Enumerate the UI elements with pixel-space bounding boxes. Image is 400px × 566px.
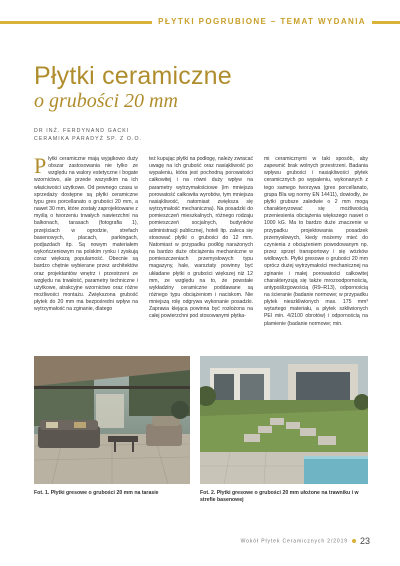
article-subtitle: o grubości 20 mm	[34, 90, 178, 112]
pool-photo	[200, 356, 368, 484]
text-column-2: też kupując płytki na podłogę, należy zwracać uwagę na ich grubość oraz nasiąkliwość po wypaleniu, która jest pochodną porowatości całkowitej i na równi duży wpływ na parametry wytrzymałościowe (im mniejsza porowatość całkowita wyrobów, tym mniejsza nasiąkliwość, natomiast zwiększa się wytrzymałość mechaniczna). Na posadzki do pomieszczeń mieszkalnych, różnego rodzaju pomieszczeń socjalnych, budynków administracji publicznej, hoteli itp. zaleca się stosować płytki o grubości do 12 mm. Natomiast w przypadku podłóg narażonych na bardzo duże obciążenia mechaniczne w pomieszczeniach przemysłowych typu magazyny, hale, warsztaty powinny być układane płytki o grubości większej niż 12 mm, ze względu na to, że powstałe wykładziny ceramiczne poddawane są różnego typu obciążeniom i naciskom. Nie mniejszą rolę odgrywa wykonanie posadzki. Zaprawa klejąca powinna być rozłożona na całej powierzchni pod stosowanymi płytka-	[149, 156, 254, 320]
author-affiliation: CERAMIKA PARADYŻ SP. Z O.O.	[34, 136, 143, 142]
column-1-text: łytki ceramiczne mają wyjątkowo duży obszar zastosowania nie tylko ze względu na walory estetyczne i bogate wzornictwo, ale przede wszystkim na ich właściwości użytkowe. Od pewnego czasu w sprzedaży dostępne są płytki ceramiczne typu gres porcellanato o grubości 20 mm, a nawet 30 mm, które zostały zaprojektowane z myślą o tworzeniu trwałych nawierzchni na balkonach, tarasach (fotografia 1), przejściach w ogrodzie, strefach basenowych, placach, parkingach, podjazdach itp. Są nowym materiałem wykończeniowym na polskim rynku i zyskują coraz większą popularność. Obecnie są bardzo chętnie wybierane przez architektów oraz projektantów wnętrz i przestrzeni ze względu na trwałość, parametry techniczne i użytkowe, atrakcyjne wzornictwo oraz różne możliwości montażu. Zwiększona grubość płytek do 20 mm ma bezpośredni wpływ na wytrzymałość na zginanie, dlatego	[34, 156, 139, 313]
text-column-1	[34, 153, 139, 313]
article-title: Płytki ceramiczne	[34, 62, 232, 90]
journal-name: Wokół Płytek Ceramicznych 2/2019	[240, 538, 348, 545]
author-name: DR INŻ. FERDYNAND GACKI	[34, 128, 130, 134]
section-header	[0, 15, 400, 29]
page-footer	[241, 536, 370, 546]
photo-caption-2: Fot. 2. Płytki gresowe o grubości 20 mm ułożone na trawniku i w strefie basenowej	[200, 490, 359, 503]
bullet-icon	[352, 539, 356, 543]
text-column-3: mi ceramicznymi w taki sposób, aby zapewnić brak wolnych przestrzeni. Badania wpływu grubości i nasiąkliwości płytek ceramicznych po wypaleniu, wykonanych z tego samego tworzywa (gres porcellanato, grupa BIa wg normy EN 14411), dowiodły, że płytki grubsze zaledwie o 2 mm mogą charakteryzować się możliwością przeniesienia obciążenia większego nawet o 1000 kG. Ma to bardzo duże znaczenie w przypadku projektowania posadzek przemysłowych, kiedy możemy mieć do czynienia z obciążeniem powodowanym np. przez sprzęt transportowy i się wózków widłowych. Płytki gresowe o grubości 20 mm oprócz dużej wytrzymałości mechanicznej na zginanie i małej porowatości całkowitej charakteryzują się także mrozoodpornością, antypoślizgowością (R9–R13), odpornością na ścieranie (badanie normowe; w przypadku płytek nieszkliwionych max. 175 mm³ wytartego materiału, a płytek szkliwionych PEI min. 4/2100 obrotów) i odpornością na plamienie (badanie normowe; min.	[264, 156, 368, 327]
drop-cap: P	[34, 153, 47, 178]
section-label: PŁYTKI POGRUBIONE – TEMAT WYDANIA	[152, 15, 372, 29]
page-number: 23	[359, 536, 370, 546]
terrace-photo	[34, 356, 190, 484]
article-body	[34, 153, 368, 356]
photo-caption-1: Fot. 1. Płytki gresowe o grubości 20 mm na tarasie	[34, 490, 159, 496]
author-block	[34, 127, 142, 143]
